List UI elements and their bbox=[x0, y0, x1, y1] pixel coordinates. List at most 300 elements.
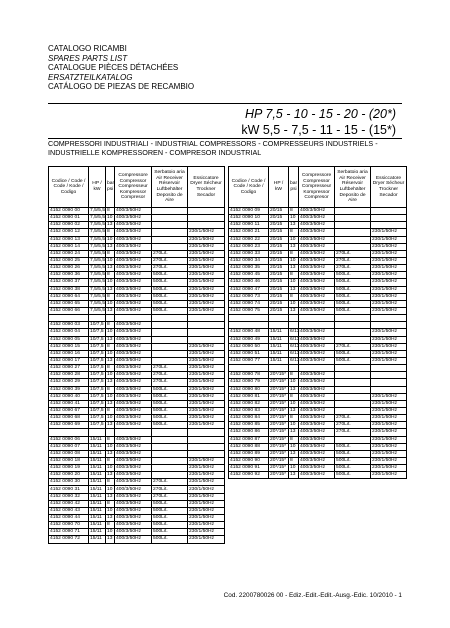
dryer-cell: 230/1/50Hz bbox=[188, 479, 225, 486]
dryer-cell: 230/1/50Hz bbox=[371, 293, 407, 300]
bar-cell: 8 bbox=[289, 372, 299, 379]
title-line-fr: CATALOGUE PIÈCES DÉTACHÉES bbox=[48, 63, 179, 72]
compressor-cell: 400/3/50Hz bbox=[299, 457, 335, 464]
code-cell: 4152 0090 72 bbox=[49, 536, 89, 543]
compressor-cell: 400/3/50Hz bbox=[299, 329, 335, 336]
bar-cell: 10 bbox=[289, 279, 299, 286]
compressor-cell: 400/3/50Hz bbox=[115, 357, 152, 364]
bar-cell: 10 bbox=[106, 529, 115, 536]
compressor-cell: 400/3/50Hz bbox=[299, 400, 335, 407]
hp-kw-cell: 15/11 bbox=[89, 436, 106, 443]
receiver-cell: 500Lit. bbox=[152, 422, 188, 429]
dryer-cell bbox=[371, 222, 407, 229]
dryer-cell: 230/1/50Hz bbox=[188, 265, 225, 272]
bar-cell: 13 bbox=[289, 407, 299, 414]
dryer-cell: 230/1/50Hz bbox=[371, 407, 407, 414]
hp-kw-cell: 20/15 bbox=[269, 272, 289, 279]
header-code: Codice / Code / Code / Kode / Codigo bbox=[229, 167, 269, 208]
table-row bbox=[49, 515, 225, 522]
title-line-es: CATÁLOGO DE PIEZAS DE RECAMBIO bbox=[48, 82, 195, 91]
bar-cell: 10 bbox=[289, 236, 299, 243]
compressor-cell: 400/3/50Hz bbox=[115, 265, 152, 272]
receiver-cell bbox=[335, 243, 371, 250]
receiver-cell: 270Lit. bbox=[152, 365, 188, 372]
bar-cell: 10 bbox=[289, 215, 299, 222]
bar-cell: 8 bbox=[289, 393, 299, 400]
table-row bbox=[229, 329, 407, 336]
bar-cell: 13 bbox=[289, 429, 299, 436]
dryer-cell: 230/1/50Hz bbox=[371, 422, 407, 429]
dryer-cell: 230/1/50Hz bbox=[188, 279, 225, 286]
compressor-cell: 400/3/50Hz bbox=[115, 365, 152, 372]
code-cell: 4152 0090 02 bbox=[49, 222, 89, 229]
dryer-cell: 230/1/50Hz bbox=[188, 250, 225, 257]
bar-cell: 10 bbox=[289, 465, 299, 472]
receiver-cell: 500Lit. bbox=[152, 307, 188, 314]
header-bar-psi: bar psi bbox=[106, 167, 115, 208]
compressor-cell: 400/3/50Hz bbox=[115, 250, 152, 257]
dryer-cell: 230/1/50Hz bbox=[371, 450, 407, 457]
hp-kw-cell: 20/15 bbox=[269, 236, 289, 243]
receiver-cell bbox=[152, 436, 188, 443]
bar-cell: 10 bbox=[106, 415, 115, 422]
table-row bbox=[229, 336, 407, 343]
dryer-cell: 230/1/50Hz bbox=[188, 236, 225, 243]
dryer-cell: 230/1/50Hz bbox=[188, 365, 225, 372]
bar-cell: 8 bbox=[106, 365, 115, 372]
dryer-cell bbox=[371, 365, 407, 372]
table-row bbox=[229, 222, 407, 229]
hp-kw-cell: 15/11 bbox=[89, 515, 106, 522]
table-row bbox=[49, 415, 225, 422]
compressor-cell: 400/3/50Hz bbox=[299, 279, 335, 286]
hp-kw-cell: 20/15 bbox=[269, 243, 289, 250]
compressor-cell: 400/3/50Hz bbox=[115, 515, 152, 522]
receiver-cell bbox=[335, 236, 371, 243]
compressor-cell: 400/3/50Hz bbox=[299, 436, 335, 443]
bar-cell: 10 bbox=[106, 507, 115, 514]
table-row bbox=[49, 436, 225, 443]
code-cell: 4152 0090 40 bbox=[49, 393, 89, 400]
receiver-cell bbox=[152, 322, 188, 329]
dryer-cell: 230/1/50Hz bbox=[371, 415, 407, 422]
bar-cell: 8 bbox=[106, 250, 115, 257]
dryer-cell: 230/1/50Hz bbox=[371, 307, 407, 314]
dryer-cell bbox=[188, 429, 225, 436]
table-row bbox=[49, 350, 225, 357]
code-cell: 4152 0090 22 bbox=[229, 236, 269, 243]
dryer-cell bbox=[188, 322, 225, 329]
table-row bbox=[229, 443, 407, 450]
bar-cell: 8 bbox=[106, 293, 115, 300]
receiver-cell bbox=[152, 243, 188, 250]
table-row bbox=[49, 286, 225, 293]
code-cell: 4152 0090 64 bbox=[49, 293, 89, 300]
receiver-cell bbox=[152, 350, 188, 357]
compressor-cell: 400/3/50Hz bbox=[115, 465, 152, 472]
code-cell: 4152 0090 86 bbox=[229, 429, 269, 436]
receiver-cell: 500Lit. bbox=[335, 443, 371, 450]
model-kw: kW 5,5 - 7,5 - 11 - 15 - (15*) bbox=[241, 123, 396, 137]
dryer-cell bbox=[188, 450, 225, 457]
dryer-cell: 230/1/50Hz bbox=[188, 400, 225, 407]
code-cell: 4152 0090 36 bbox=[49, 272, 89, 279]
header-compressor: Compressore Compressor Compresseur Kompressor Compresor bbox=[299, 167, 335, 208]
header-bar-psi: bar psi bbox=[289, 167, 299, 208]
code-cell: 4152 0090 48 bbox=[229, 329, 269, 336]
bar-cell: 13 bbox=[106, 472, 115, 479]
bar-cell: 13 bbox=[106, 422, 115, 429]
dryer-cell: 230/1/50Hz bbox=[371, 357, 407, 364]
hp-kw-cell: 15/11 bbox=[269, 343, 289, 350]
hp-kw-cell bbox=[269, 315, 289, 322]
receiver-cell: 500Lit. bbox=[335, 279, 371, 286]
bar-cell: 10 bbox=[106, 257, 115, 264]
dryer-cell: 230/1/50Hz bbox=[371, 429, 407, 436]
hp-kw-cell: 15/11 bbox=[89, 472, 106, 479]
receiver-cell bbox=[152, 329, 188, 336]
compressor-cell: 400/3/50Hz bbox=[115, 379, 152, 386]
hp-kw-cell: 10/7,5 bbox=[90, 400, 104, 406]
bar-cell: 13 bbox=[106, 379, 115, 386]
receiver-cell: 500Lit. bbox=[335, 307, 371, 314]
receiver-cell bbox=[335, 372, 371, 379]
receiver-cell bbox=[152, 472, 188, 479]
bar-cell: 13 bbox=[289, 307, 299, 314]
table-row bbox=[49, 465, 225, 472]
hp-kw-cell: 10/7,5 bbox=[90, 372, 104, 378]
compressor-cell: 400/3/50Hz bbox=[299, 272, 335, 279]
hp-kw-cell: 15/11 bbox=[89, 443, 106, 450]
hp-kw-cell: 20*/15* bbox=[269, 415, 289, 422]
code-cell: 4152 0090 23 bbox=[229, 243, 269, 250]
dryer-cell: 230/1/50Hz bbox=[188, 500, 225, 507]
table-row bbox=[229, 300, 407, 307]
table-row bbox=[49, 222, 225, 229]
hp-kw-cell bbox=[269, 322, 289, 329]
code-cell: 4152 0090 17 bbox=[49, 357, 89, 364]
dryer-cell: 230/1/50Hz bbox=[188, 422, 225, 429]
compressor-cell: 400/3/50Hz bbox=[299, 357, 335, 364]
bar-cell: 10 bbox=[289, 300, 299, 307]
header-air-receiver: Serbatoio aria Air Receiver Réservoir Luftbehälter Deposito de Aire bbox=[152, 167, 188, 208]
bar-cell: 8 bbox=[106, 479, 115, 486]
code-cell bbox=[49, 429, 89, 436]
compressor-cell: 400/3/50Hz bbox=[115, 222, 152, 229]
code-cell: 4152 0090 04 bbox=[49, 329, 89, 336]
bar-cell: 8 bbox=[106, 522, 115, 529]
dryer-cell: 230/1/50Hz bbox=[371, 272, 407, 279]
bar-cell: 6/13 bbox=[290, 336, 300, 342]
dryer-cell: 230/1/50Hz bbox=[188, 293, 225, 300]
compressor-cell: 400/3/50Hz bbox=[115, 215, 152, 222]
bar-cell: 10 bbox=[106, 279, 115, 286]
dryer-cell: 230/1/50Hz bbox=[188, 257, 225, 264]
bar-cell bbox=[289, 315, 299, 322]
table-row bbox=[49, 529, 225, 536]
dryer-cell: 230/1/50Hz bbox=[188, 407, 225, 414]
compressor-cell: 400/3/50Hz bbox=[299, 429, 335, 436]
receiver-cell: 500Lit. bbox=[335, 272, 371, 279]
code-cell: 4152 0090 78 bbox=[229, 372, 269, 379]
receiver-cell: 500Lit. bbox=[335, 350, 371, 357]
table-row bbox=[49, 293, 225, 300]
bar-cell: 10 bbox=[106, 443, 115, 450]
table-row bbox=[229, 229, 407, 236]
dryer-cell: 230/1/50Hz bbox=[371, 472, 407, 479]
table-row bbox=[49, 372, 225, 379]
compressor-cell: 400/3/50Hz bbox=[299, 243, 335, 250]
dryer-cell: 230/1/50Hz bbox=[188, 393, 225, 400]
receiver-cell bbox=[335, 208, 371, 215]
receiver-cell: 500Lit. bbox=[335, 286, 371, 293]
code-cell: 4152 0090 38 bbox=[49, 286, 89, 293]
table-row bbox=[49, 307, 225, 314]
hp-kw-cell: 20/15 bbox=[269, 222, 289, 229]
compressor-cell: 400/3/50Hz bbox=[299, 229, 335, 236]
bar-cell: 10 bbox=[289, 379, 299, 386]
receiver-cell bbox=[335, 400, 371, 407]
table-row bbox=[229, 343, 407, 350]
receiver-cell: 500Lit. bbox=[152, 507, 188, 514]
catalog-title-block bbox=[48, 44, 194, 92]
compressor-cell: 400/3/50Hz bbox=[299, 465, 335, 472]
table-row bbox=[229, 243, 407, 250]
code-cell: 4152 0090 77 bbox=[229, 357, 269, 364]
code-cell: 4152 0090 26 bbox=[49, 265, 89, 272]
dryer-cell bbox=[371, 386, 407, 393]
dryer-cell bbox=[188, 222, 225, 229]
dryer-cell: 230/1/50Hz bbox=[188, 300, 225, 307]
code-cell: 4152 0090 91 bbox=[229, 465, 269, 472]
code-cell: 4152 0090 20 bbox=[49, 472, 89, 479]
bar-cell: 13 bbox=[289, 386, 299, 393]
receiver-cell: 270Lit. bbox=[335, 429, 371, 436]
hp-kw-cell: 15/11 bbox=[89, 493, 106, 500]
bar-cell: 10 bbox=[289, 422, 299, 429]
hp-kw-cell: 7,5/5,5 bbox=[90, 229, 105, 235]
compressor-cell: 400/3/50Hz bbox=[299, 236, 335, 243]
bar-cell: 8 bbox=[289, 272, 299, 279]
hp-kw-cell: 10/7,5 bbox=[90, 350, 104, 356]
bar-cell: 10 bbox=[106, 329, 115, 336]
table-row bbox=[229, 236, 407, 243]
table-row bbox=[49, 300, 225, 307]
dryer-cell: 230/1/50Hz bbox=[371, 300, 407, 307]
table-row bbox=[229, 257, 407, 264]
table-row bbox=[229, 265, 407, 272]
compressor-cell: 400/3/50Hz bbox=[299, 307, 335, 314]
bar-cell: 13 bbox=[289, 450, 299, 457]
dryer-cell: 230/1/50Hz bbox=[188, 343, 225, 350]
bar-cell: 10 bbox=[289, 257, 299, 264]
dryer-cell: 230/1/50Hz bbox=[188, 486, 225, 493]
compressor-cell: 400/3/50Hz bbox=[115, 286, 152, 293]
dryer-cell: 230/1/50Hz bbox=[188, 507, 225, 514]
code-cell: 4152 0090 42 bbox=[49, 500, 89, 507]
code-cell: 4152 0090 92 bbox=[229, 472, 269, 479]
code-cell: 4152 0090 15 bbox=[49, 343, 89, 350]
table-row bbox=[49, 472, 225, 479]
bar-cell: 8 bbox=[106, 229, 115, 236]
hp-kw-cell: 20*/15* bbox=[269, 429, 289, 436]
bar-cell: 6/13 bbox=[290, 357, 300, 363]
receiver-cell bbox=[152, 443, 188, 450]
compressor-cell: 400/3/50Hz bbox=[299, 372, 335, 379]
compressor-cell: 400/3/50Hz bbox=[299, 386, 335, 393]
code-cell: 4152 0090 05 bbox=[49, 336, 89, 343]
dryer-cell: 230/1/50Hz bbox=[188, 243, 225, 250]
code-cell: 4152 0090 31 bbox=[49, 486, 89, 493]
bar-cell: 6/13 bbox=[290, 350, 300, 356]
receiver-cell: 500Lit. bbox=[152, 415, 188, 422]
compressor-cell: 400/3/50Hz bbox=[115, 450, 152, 457]
compressor-cell: 400/3/50Hz bbox=[115, 479, 152, 486]
hp-kw-cell: 7,5/5,5 bbox=[90, 236, 105, 242]
compressor-cell bbox=[115, 429, 152, 436]
compressor-cell: 400/3/50Hz bbox=[115, 500, 152, 507]
receiver-cell: 270Lit. bbox=[335, 415, 371, 422]
compressor-cell: 400/3/50Hz bbox=[115, 272, 152, 279]
code-cell: 4152 0090 13 bbox=[49, 236, 89, 243]
table-row bbox=[229, 415, 407, 422]
hp-kw-cell: 20*/15* bbox=[269, 372, 289, 379]
dryer-cell: 230/1/50Hz bbox=[188, 229, 225, 236]
code-cell: 4152 0090 37 bbox=[49, 279, 89, 286]
compressor-cell: 400/3/50Hz bbox=[115, 493, 152, 500]
receiver-cell: 500Lit. bbox=[152, 386, 188, 393]
category-text bbox=[48, 140, 378, 157]
table-row bbox=[49, 279, 225, 286]
bar-cell: 8 bbox=[106, 322, 115, 329]
dryer-cell: 230/1/50Hz bbox=[371, 250, 407, 257]
code-cell: 4152 0090 34 bbox=[229, 257, 269, 264]
hp-kw-cell: 20*/15* bbox=[269, 379, 289, 386]
bar-cell: 13 bbox=[106, 243, 115, 250]
table-row bbox=[49, 365, 225, 372]
receiver-cell: 500Lit. bbox=[152, 393, 188, 400]
table-row bbox=[229, 322, 407, 329]
hp-kw-cell: 15/11 bbox=[269, 357, 289, 364]
receiver-cell: 270Lit. bbox=[152, 257, 188, 264]
hp-kw-cell: 20*/15* bbox=[269, 386, 289, 393]
code-cell: 4152 0090 46 bbox=[229, 279, 269, 286]
compressor-cell: 400/3/50Hz bbox=[115, 443, 152, 450]
receiver-cell bbox=[335, 229, 371, 236]
hp-kw-cell: 15/11 bbox=[89, 450, 106, 457]
table-row bbox=[49, 400, 225, 407]
code-cell: 4152 0090 51 bbox=[229, 350, 269, 357]
dryer-cell: 230/1/50Hz bbox=[371, 400, 407, 407]
bar-cell: 8 bbox=[289, 457, 299, 464]
table-row bbox=[49, 265, 225, 272]
table-row bbox=[229, 407, 407, 414]
table-row bbox=[49, 450, 225, 457]
receiver-cell: 270Lit. bbox=[335, 343, 371, 350]
header-air-receiver: Serbatoio aria Air Receiver Réservoir Luftbehälter Deposito de Aire bbox=[335, 167, 371, 208]
hp-kw-cell: 10/7,5 bbox=[90, 329, 104, 335]
table-row bbox=[49, 479, 225, 486]
dryer-cell: 230/1/50Hz bbox=[188, 307, 225, 314]
bar-cell: 13 bbox=[106, 307, 115, 314]
dryer-cell: 230/1/50Hz bbox=[371, 465, 407, 472]
hp-kw-cell: 15/11 bbox=[89, 465, 106, 472]
table-row bbox=[229, 422, 407, 429]
dryer-cell: 230/1/50Hz bbox=[188, 515, 225, 522]
bar-cell bbox=[289, 322, 299, 329]
receiver-cell bbox=[152, 236, 188, 243]
bar-cell: 10 bbox=[106, 465, 115, 472]
receiver-cell bbox=[335, 379, 371, 386]
bar-cell: 13 bbox=[106, 222, 115, 229]
compressor-cell: 400/3/50Hz bbox=[115, 300, 152, 307]
dryer-cell bbox=[188, 315, 225, 322]
hp-kw-cell bbox=[269, 365, 289, 372]
receiver-cell bbox=[335, 336, 371, 343]
code-cell: 4152 0090 01 bbox=[49, 215, 89, 222]
hp-kw-cell: 15/11 bbox=[89, 522, 106, 529]
hp-kw-cell: 10/7,5 bbox=[90, 393, 104, 399]
hp-kw-cell: 7,5/5,5 bbox=[90, 279, 105, 285]
compressor-cell: 400/3/50Hz bbox=[115, 322, 152, 329]
dryer-cell: 230/1/50Hz bbox=[188, 372, 225, 379]
code-cell: 4152 0090 24 bbox=[49, 250, 89, 257]
receiver-cell: 500Lit. bbox=[152, 400, 188, 407]
compressor-cell: 400/3/50Hz bbox=[115, 457, 152, 464]
table-row bbox=[229, 436, 407, 443]
code-cell: 4152 0090 41 bbox=[49, 400, 89, 407]
code-cell: 4152 0090 32 bbox=[49, 493, 89, 500]
receiver-cell: 270Lit. bbox=[152, 479, 188, 486]
table-row bbox=[229, 315, 407, 322]
dryer-cell: 230/1/50Hz bbox=[188, 286, 225, 293]
bar-cell: 6/13 bbox=[290, 343, 300, 349]
compressor-cell: 400/3/50Hz bbox=[115, 529, 152, 536]
hp-kw-cell: 10/7,5 bbox=[90, 407, 104, 413]
hp-kw-cell: 20*/15* bbox=[269, 450, 289, 457]
code-cell: 4152 0090 82 bbox=[229, 400, 269, 407]
compressor-cell: 400/3/50Hz bbox=[299, 350, 335, 357]
bar-cell: 13 bbox=[106, 336, 115, 343]
table-row bbox=[49, 315, 225, 322]
dryer-cell bbox=[188, 436, 225, 443]
hp-kw-cell: 20*/15* bbox=[269, 457, 289, 464]
hp-kw-cell: 10/7,5 bbox=[90, 379, 104, 385]
receiver-cell bbox=[152, 357, 188, 364]
dryer-cell bbox=[188, 329, 225, 336]
compressor-cell: 400/3/50Hz bbox=[299, 415, 335, 422]
bar-cell: 13 bbox=[289, 265, 299, 272]
bar-cell: 13 bbox=[289, 472, 299, 479]
table-row bbox=[49, 208, 225, 215]
receiver-cell bbox=[152, 336, 188, 343]
receiver-cell bbox=[152, 222, 188, 229]
bar-cell: 13 bbox=[106, 400, 115, 407]
title-line-en: SPARES PARTS LIST bbox=[48, 53, 128, 63]
table-row bbox=[49, 243, 225, 250]
table-row bbox=[229, 429, 407, 436]
dryer-cell bbox=[188, 208, 225, 215]
hp-kw-cell: 20/15 bbox=[269, 293, 289, 300]
hp-kw-cell bbox=[89, 315, 106, 322]
receiver-cell: 500Lit. bbox=[335, 450, 371, 457]
hp-kw-cell: 20*/15* bbox=[269, 422, 289, 429]
compressor-cell: 400/3/50Hz bbox=[299, 407, 335, 414]
hp-kw-cell: 10/7,5 bbox=[90, 343, 104, 349]
dryer-cell: 230/1/50Hz bbox=[188, 350, 225, 357]
hp-kw-cell: 7,5/5,5 bbox=[90, 300, 105, 306]
code-cell: 4152 0090 83 bbox=[229, 407, 269, 414]
